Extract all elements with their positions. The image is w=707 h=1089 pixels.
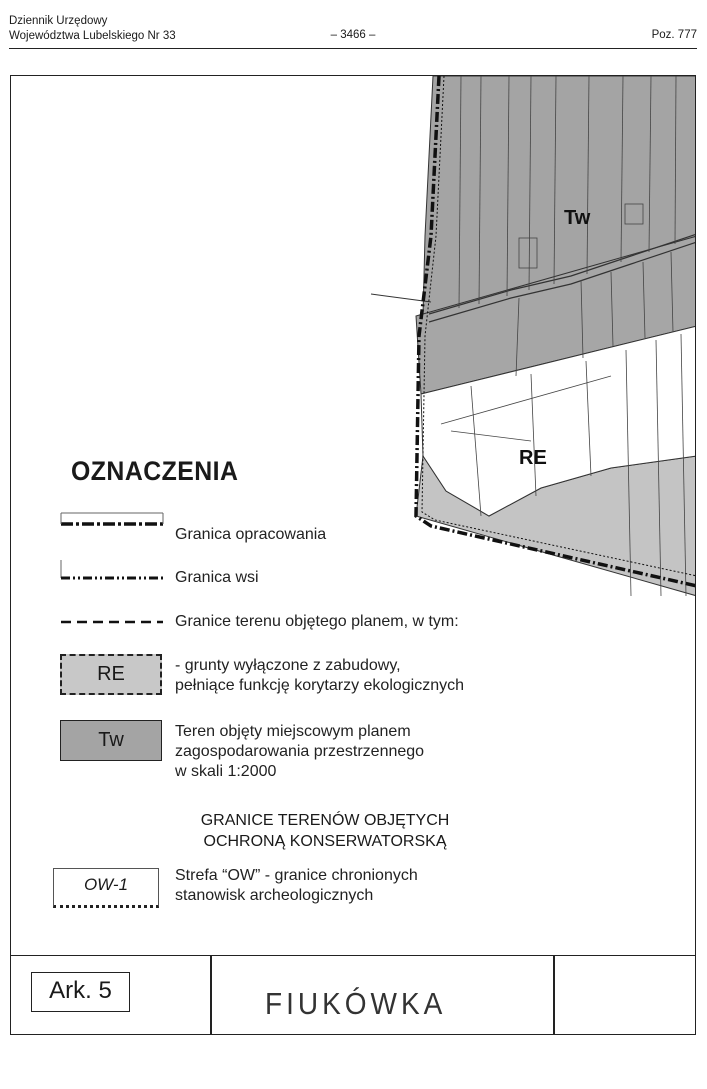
zone-re-label: RE bbox=[519, 447, 547, 469]
journal-title-line2: Województwa Lubelskiego Nr 33 bbox=[9, 30, 176, 42]
page-header bbox=[9, 14, 697, 49]
legend-symbol-re: RE bbox=[60, 654, 162, 695]
zone-tw-label: Tw bbox=[564, 207, 591, 229]
legend-item-plan-area: Granice terenu objętego planem, w tym: bbox=[175, 613, 459, 630]
legend-item-ow-line1: Strefa “OW” - granice chronionych bbox=[175, 867, 418, 884]
legend-item-ow bbox=[175, 866, 418, 906]
sheet-number: Ark. 5 bbox=[31, 972, 130, 1012]
conservation-subtitle bbox=[160, 810, 490, 852]
village-name: FIUKÓWKA bbox=[265, 986, 447, 1021]
legend-item-tw bbox=[175, 722, 424, 782]
legend-item-re-line2: pełniące funkcję korytarzy ekologicznych bbox=[175, 677, 465, 694]
legend-symbol-village-boundary bbox=[61, 560, 163, 578]
title-block-divider bbox=[210, 955, 212, 1035]
position-number: Poz. 777 bbox=[651, 29, 697, 41]
conservation-subtitle-line1: GRANICE TERENÓW OBJĘTYCH bbox=[200, 812, 450, 829]
page-number: – 3466 – bbox=[330, 29, 376, 41]
legend-item-tw-line3: w skali 1:2000 bbox=[175, 763, 277, 780]
legend-item-study-boundary: Granica opracowania bbox=[175, 526, 327, 543]
legend-item-tw-line2: zagospodarowania przestrzennego bbox=[175, 743, 425, 760]
conservation-subtitle-line2: OCHRONĄ KONSERWATORSKĄ bbox=[203, 833, 447, 850]
legend-item-tw-line1: Teren objęty miejscowym planem bbox=[175, 723, 411, 740]
legend-symbol-study-boundary bbox=[61, 513, 163, 524]
legend-symbol-tw: Tw bbox=[60, 720, 162, 761]
journal-title-line1: Dziennik Urzędowy bbox=[9, 15, 108, 27]
legend-title: OZNACZENIA bbox=[71, 456, 239, 486]
legend-item-re bbox=[175, 656, 464, 696]
legend-item-ow-line2: stanowisk archeologicznych bbox=[175, 887, 374, 904]
legend-item-village-boundary: Granica wsi bbox=[175, 569, 259, 586]
legend-symbol-ow: OW-1 bbox=[53, 868, 159, 908]
legend-item-re-line1: - grunty wyłączone z zabudowy, bbox=[175, 657, 401, 674]
title-block-divider bbox=[553, 955, 555, 1035]
